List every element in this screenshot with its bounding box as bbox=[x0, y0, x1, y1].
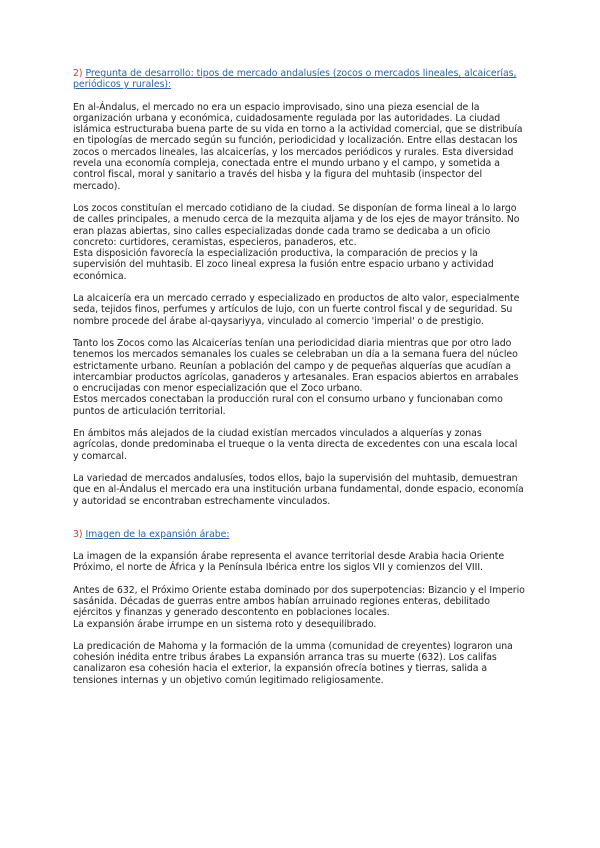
section-2-number: 2) bbox=[73, 68, 83, 79]
document-body bbox=[73, 68, 525, 697]
section-3-paragraph: La expansión árabe irrumpe en un sistema roto y desequilibrado. bbox=[73, 618, 377, 630]
section-2-paragraph: Estos mercados conectaban la producción rural con el consumo urbano y funcionaban como puntos de articulación territorial. bbox=[73, 394, 503, 417]
section-2-paragraph: Los zocos constituían el mercado cotidiano de la ciudad. Se disponían de forma lineal a lo largo de calles principales, a menudo cerca de la mezquita aljama y de los ejes de mayor tránsito. No eran plazas abiertas, sino calles especializadas donde cada tramo se dedicaba a un oficio concreto: curtidores, ceramistas, especieros, panaderos, etc. bbox=[73, 202, 520, 248]
section-3-title: Imagen de la expansión árabe: bbox=[85, 528, 230, 540]
section-3-paragraph: Antes de 632, el Próximo Oriente estaba dominado por dos superpotencias: Bizancio y el Imperio sasánida. Décadas de guerras entre ambos habían arruinado regiones enteras, debilitado ejércitos y finanzas y generado descontento en poblaciones locales. bbox=[73, 584, 525, 619]
section-2-heading bbox=[73, 68, 525, 91]
section-3-paragraph: La predicación de Mahoma y la formación de la umma (comunidad de creyentes) lograron una cohesión inédita entre tribus árabes La expansión arranca tras su muerte (632). Los califas canalizaron esa cohesión hacia el exterior, la expansión ofrecía botines y tierras, salida a tensiones internas y un objetivo común legitimado religiosamente. bbox=[73, 640, 513, 686]
section-2-paragraph: Esta disposición favorecía la especialización productiva, la comparación de precios y la supervisión del muhtasib. El zoco lineal expresa la fusión entre espacio urbano y actividad económica. bbox=[73, 248, 494, 282]
section-2-title: Pregunta de desarrollo: tipos de mercado andalusíes (zocos o mercados lineales, alcaicerías, periódicos y rurales): bbox=[73, 68, 517, 91]
section-2-paragraph: Tanto los Zocos como las Alcaicerías tenían una periodicidad diaria mientras que por otro lado tenemos los mercados semanales los cuales se celebraban un día a la semana fuera del núcleo estrictamente urbano. Reunían a población del campo y de pequeñas alquerías que acudían a intercambiar productos agrícolas, ganaderos y artesanales. Eran espacios abiertos en arrabales o encrucijadas con menor especialización que el Zoco urbano. bbox=[73, 337, 519, 395]
section-2-paragraph: La alcaicería era un mercado cerrado y especializado en productos de alto valor, especialmente seda, tejidos finos, perfumes y artículos de lujo, con un fuerte control fiscal y de seguridad. Su nombre procede del árabe al-qaysariyya, vinculado al comercio 'imperial' o de prestigio. bbox=[73, 293, 520, 327]
section-3-heading bbox=[73, 529, 525, 540]
section-3-paragraph: La imagen de la expansión árabe representa el avance territorial desde Arabia hacia Oriente Próximo, el norte de África y la Península Ibérica entre los siglos VII y comienzos del VIII. bbox=[73, 551, 505, 574]
section-2-paragraph: La variedad de mercados andalusíes, todos ellos, bajo la supervisión del muhtasib, demuestran que en al-Ándalus el mercado era una institución urbana fundamental, donde espacio, economía y autoridad se encontraban estrechamente vinculados. bbox=[73, 472, 524, 507]
section-2-paragraph: En al-Ándalus, el mercado no era un espacio improvisado, sino una pieza esencial de la organización urbana y económica, cuidadosamente regulada por las autoridades. La ciudad islámica estructuraba buena parte de su vida en torno a la actividad comercial, que se distribuía en tipologías de mercado según su función, periodicidad y localización. Entre ellas destacan los zocos o mercados lineales, las alcaicerías, y los mercados periódicos y rurales. Esta diversidad revela una economía compleja, conectada entre el mundo urbano y el campo, y sometida a control fiscal, moral y sanitario a través del hisba y la figura del muhtasib (inspector del mercado). bbox=[73, 101, 523, 192]
section-2-paragraph: En ámbitos más alejados de la ciudad existían mercados vinculados a alquerías y zonas agrícolas, donde predominaba el trueque o la venta directa de excedentes con una escala local y comarcal. bbox=[73, 428, 518, 462]
section-3-number: 3) bbox=[73, 528, 83, 540]
